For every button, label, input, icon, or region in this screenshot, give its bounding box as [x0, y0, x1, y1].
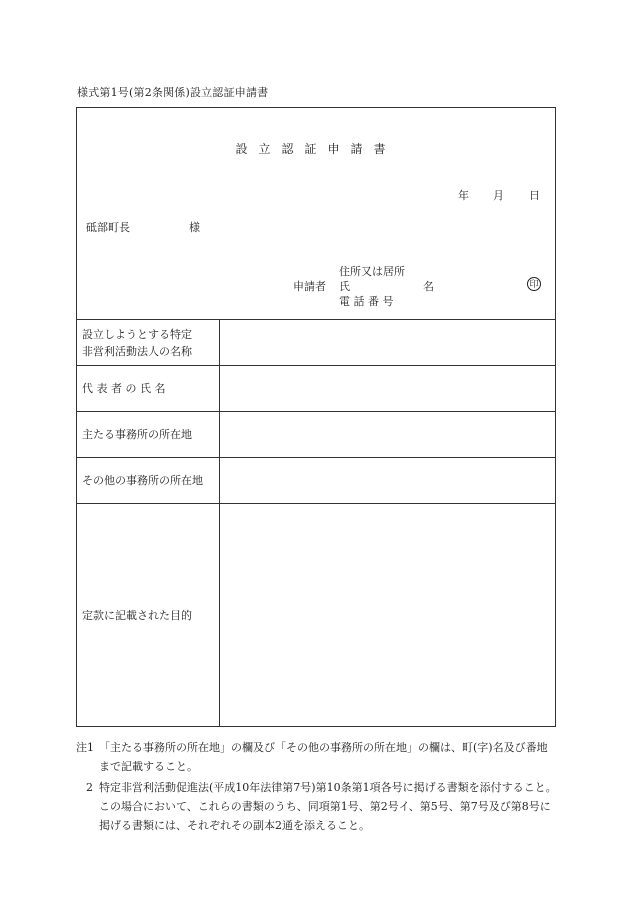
date-month-label: 月: [493, 189, 504, 202]
note-number: 2: [86, 781, 93, 794]
main-office-location-field[interactable]: [220, 412, 555, 457]
addressee-name: 砥部町長: [86, 221, 130, 234]
addressee-honorific: 様: [189, 221, 200, 234]
row-organization-name: [77, 320, 555, 366]
row-label: [77, 320, 220, 365]
form-number-label: 様式第1号(第2条関係)設立認証申請書: [77, 86, 269, 99]
application-form-table: [76, 107, 556, 727]
notes-section: [76, 738, 558, 835]
note-item: [76, 778, 558, 835]
row-other-office-location: [77, 458, 555, 504]
row-label: 主たる事務所の所在地: [77, 412, 220, 457]
row-label: 代 表 者 の 氏 名: [77, 366, 220, 411]
note-item: [76, 738, 558, 776]
note-text: 「主たる事務所の所在地」の欄及び「その他の事務所の所在地」の欄は、町(字)名及び番地まで記載すること。: [99, 741, 548, 773]
form-title: 設立認証申請書: [235, 142, 397, 156]
form-header-section: [77, 108, 555, 320]
seal-mark: 印: [527, 277, 541, 291]
row-articles-purpose: [77, 504, 555, 726]
articles-purpose-field[interactable]: [220, 504, 555, 726]
applicant-label: 申請者: [293, 280, 326, 293]
date-year-label: 年: [458, 189, 469, 202]
row-label: 定款に記載された目的: [77, 504, 220, 726]
other-office-location-field[interactable]: [220, 458, 555, 503]
organization-name-field[interactable]: [220, 320, 555, 365]
note-number: 注1: [76, 741, 94, 754]
note-text: 特定非営利活動促進法(平成10年法律第7号)第10条第1項各号に掲げる書類を添付すること。この場合において、これらの書類のうち、同項第1号、第2号イ、第5号、第7号及び第8号に掲げる書類には、それぞれその副本2通を添えること。: [99, 781, 557, 832]
row-label-line: 設立しようとする特定: [82, 327, 192, 341]
date-day-label: 日: [529, 189, 540, 202]
row-label: その他の事務所の所在地: [77, 458, 220, 503]
phone-label: 電 話 番 号: [339, 295, 394, 308]
address-label: 住所又は居所: [339, 265, 405, 278]
name-label-second: 名: [423, 280, 434, 293]
row-main-office-location: [77, 412, 555, 458]
row-representative-name: [77, 366, 555, 412]
representative-name-field[interactable]: [220, 366, 555, 411]
row-label-line: 非営利活動法人の名称: [82, 344, 192, 358]
name-label-first: 氏: [339, 280, 350, 293]
